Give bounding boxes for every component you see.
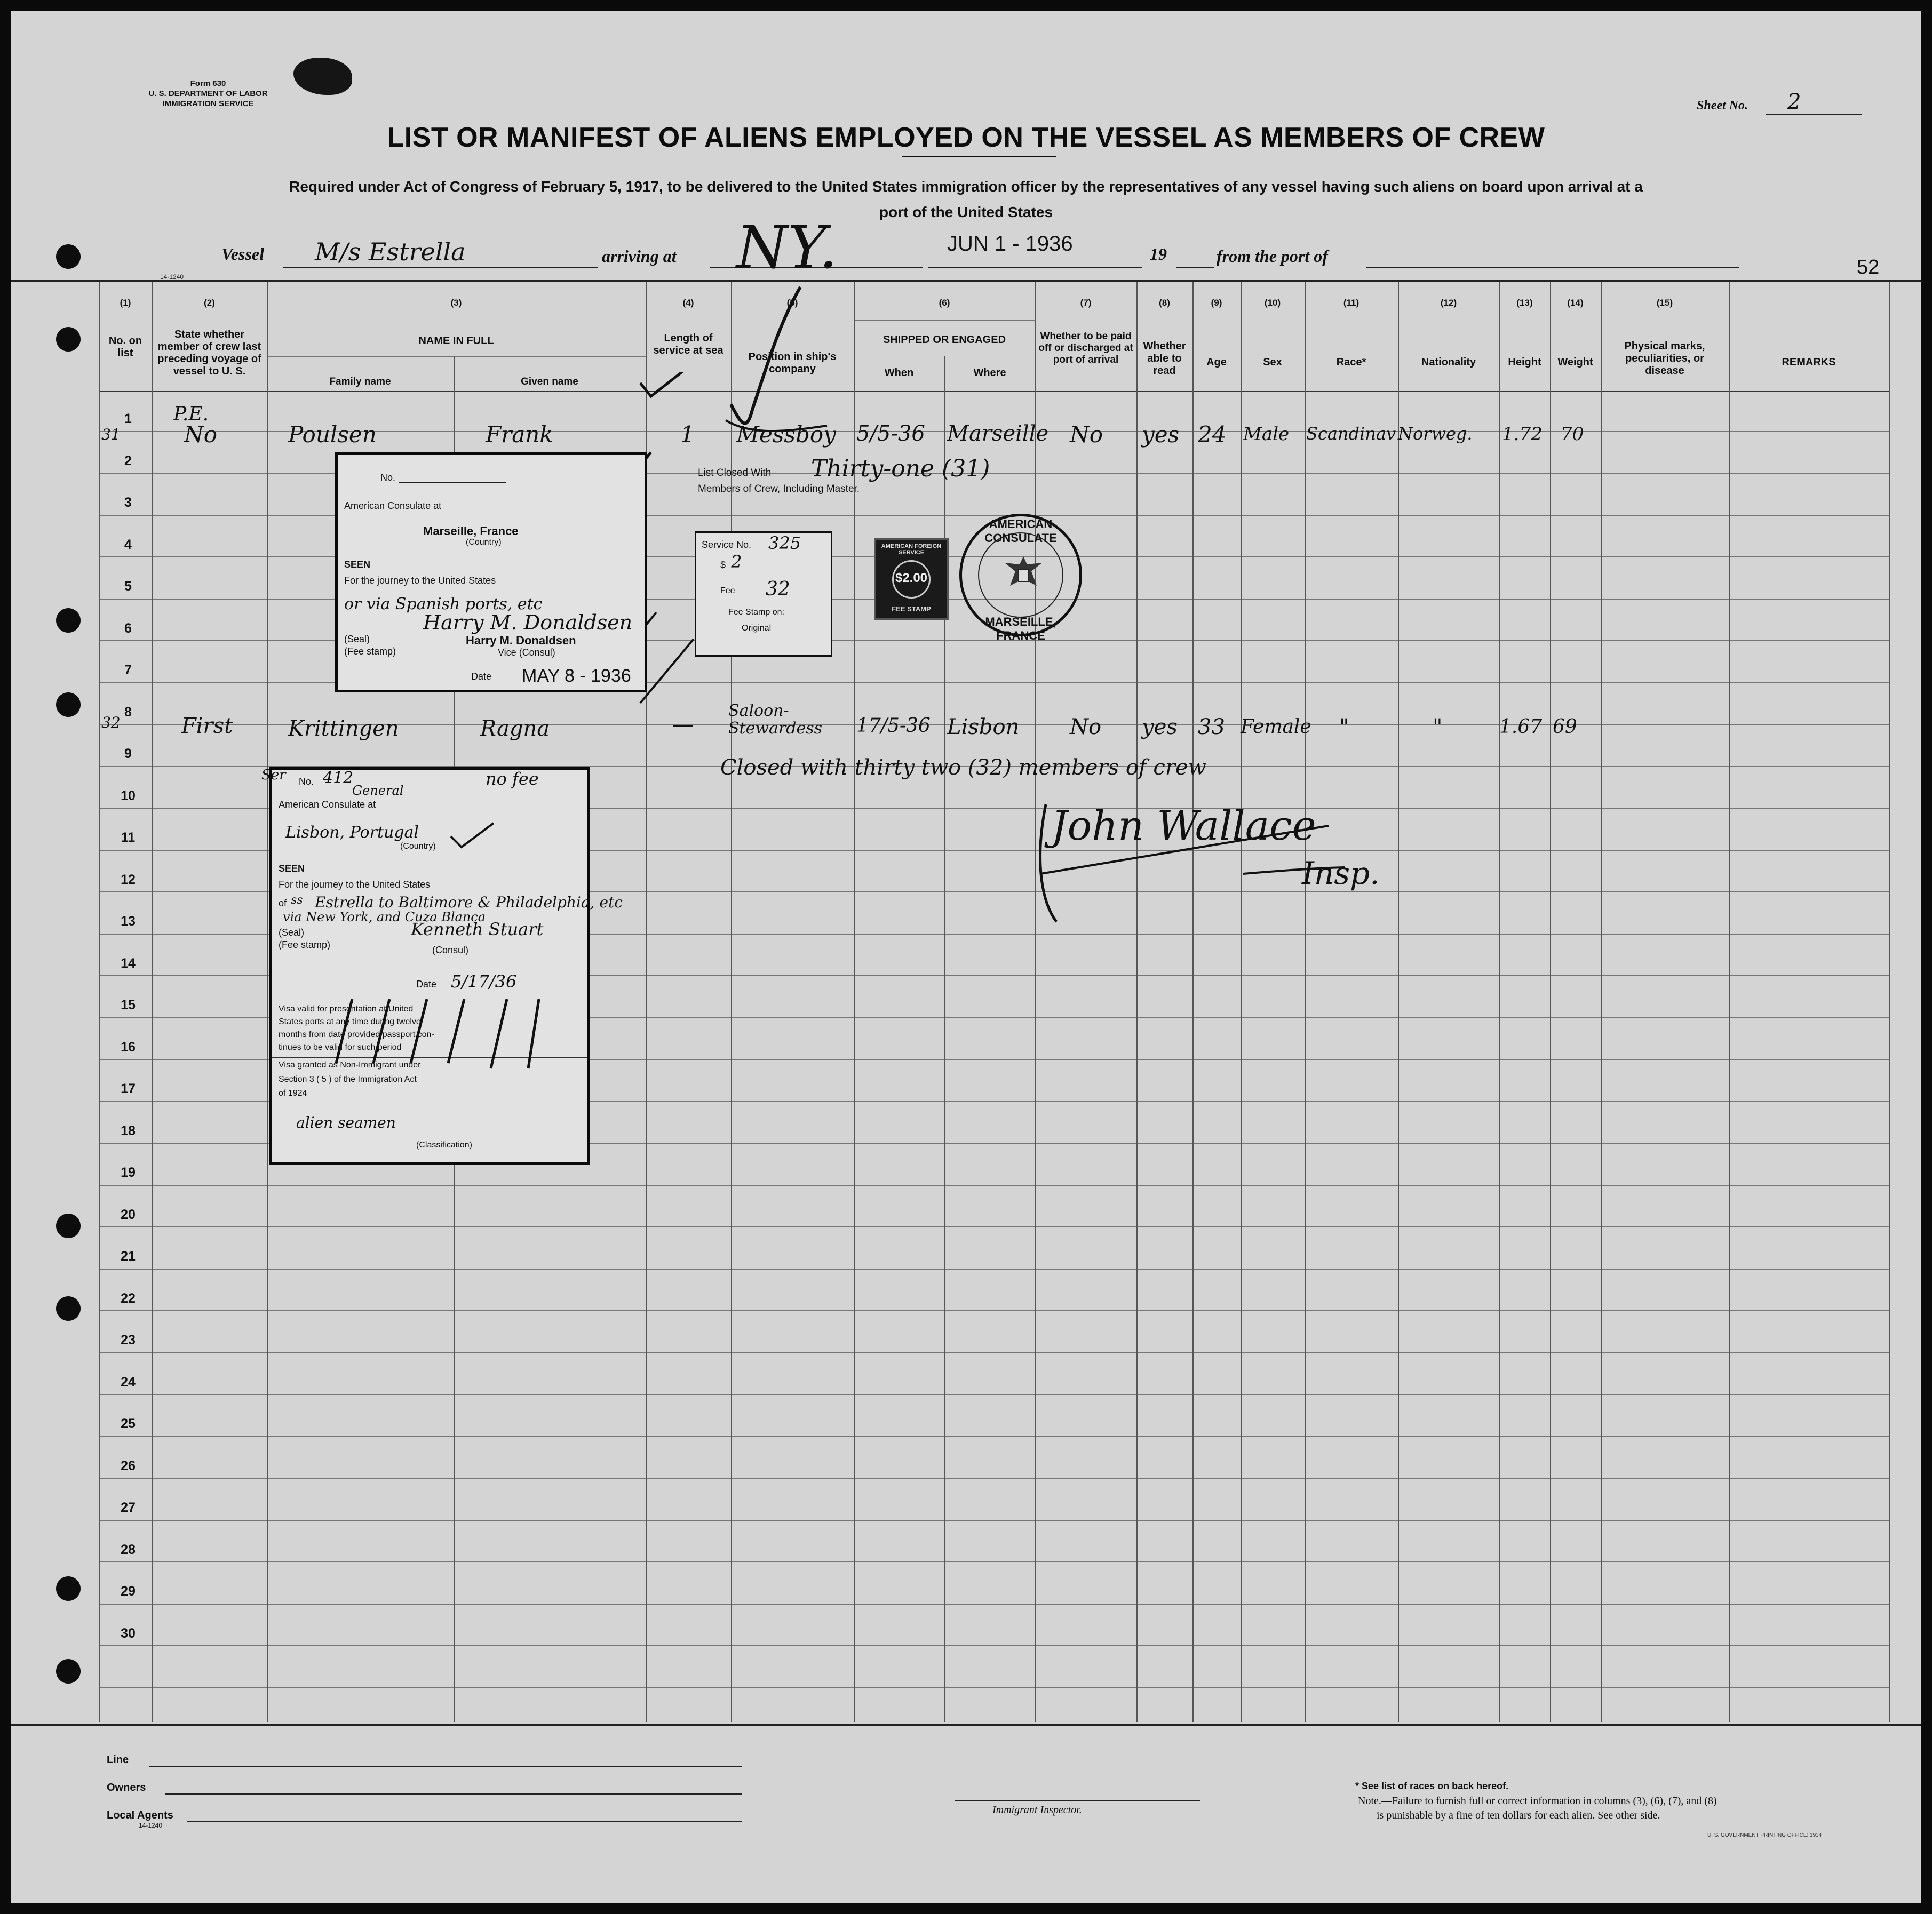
grid-row-line (99, 1645, 1889, 1646)
row-number: 6 (124, 620, 132, 636)
manifest-table (11, 280, 1921, 1726)
stamp2-no-label: No. (299, 776, 314, 787)
entry-age: 33 (1198, 715, 1225, 739)
stamp1-seen: SEEN (344, 559, 371, 570)
stamp2-route-1: Estrella to Baltimore & Philadelphia, etc (315, 894, 623, 911)
row-number: 27 (121, 1500, 136, 1515)
entry-prev-voyage: First (181, 714, 233, 738)
manifest-title: LIST OR MANIFEST OF ALIENS EMPLOYED ON THE VESSEL AS MEMBERS OF CREW (387, 122, 1545, 153)
entry-paid-off: No (1070, 421, 1103, 448)
stamp2-country-label: (Country) (400, 842, 436, 851)
grid-row-line (99, 1310, 1889, 1311)
row-number: 13 (121, 914, 136, 929)
members-of-crew-label: Members of Crew, Including Master. (698, 483, 860, 495)
revenue-stamp-top: AMERICAN FOREIGN SERVICE (881, 543, 942, 556)
row-number: 18 (121, 1123, 136, 1138)
col-header-service: Length of service at sea (653, 332, 723, 356)
grid-column-line (267, 282, 268, 1722)
entry-service: 1 (680, 421, 695, 448)
grid-row-line (99, 1394, 1889, 1395)
year-label: 19 (1150, 244, 1167, 264)
stamp2-route-2: via New York, and Cuza Blanca (283, 910, 486, 924)
grid-column-line (1601, 282, 1602, 1722)
grid-column-line (1398, 282, 1399, 1722)
grid-row-line (99, 1436, 1889, 1437)
service-label: IMMIGRATION SERVICE (162, 99, 254, 108)
grid-column-line (1550, 282, 1551, 1722)
seal-top-text: AMERICAN CONSULATE (984, 517, 1057, 545)
grid-row-line (99, 1352, 1889, 1353)
pe-mark: P.E. (173, 403, 209, 425)
stamp1-location: Marseille, France (423, 524, 519, 538)
consular-stamp-lisbon (261, 767, 623, 1165)
row-number: 17 (121, 1081, 136, 1096)
stamp2-of: of (279, 898, 287, 908)
entry-age: 24 (1198, 421, 1227, 448)
entry-weight: 70 (1561, 424, 1584, 445)
revenue-stamp-bottom: FEE STAMP (892, 605, 931, 613)
row-number: 11 (121, 830, 136, 845)
visa-cancel-strokes (325, 994, 550, 1074)
stamp2-visa-3: months from date provided passport con- (279, 1030, 434, 1039)
entry-nationality: " (1433, 715, 1443, 739)
col-header-sex: Sex (1263, 356, 1282, 368)
sheet-value: 2 (1787, 90, 1801, 114)
stamp2-visa-4: tinues to be valid for such period (279, 1043, 402, 1052)
entry-when: 17/5-36 (856, 715, 931, 737)
row-number: 9 (124, 746, 132, 761)
fee-dollar: $ (720, 560, 726, 570)
stamp2-date-label: Date (416, 979, 437, 990)
stamp2-date-value: 5/17/36 (451, 971, 517, 992)
stamp2-seal: (Seal) (279, 927, 305, 938)
stamp1-consul: Vice (Consul) (498, 647, 555, 658)
column-number: (12) (1440, 298, 1457, 308)
stamp2-ser: Ser (261, 767, 286, 783)
date-stamp: JUN 1 - 1936 (947, 232, 1073, 256)
col-header-physical-marks: Physical marks, peculiarities, or disease (1624, 340, 1705, 377)
entry-nationality: Norweg. (1398, 424, 1473, 444)
ink-blot (293, 58, 352, 95)
stamp1-via: or via Spanish ports, etc (344, 595, 543, 613)
stamp2-visa-7: of 1924 (279, 1089, 307, 1098)
stamp1-signature: Harry M. Donaldsen (423, 611, 633, 634)
ny-flourish (720, 282, 854, 436)
stamp2-consulate-label: American Consulate at (279, 799, 376, 810)
col-header-read: Whether able to read (1143, 340, 1186, 377)
col-header-shipped: SHIPPED OR ENGAGED (882, 334, 1006, 346)
consulate-seal (959, 514, 1082, 642)
grid-row-line (99, 1269, 1889, 1270)
row-number: 24 (121, 1374, 136, 1390)
row-number: 30 (121, 1625, 136, 1641)
entry-service: — (672, 713, 694, 737)
vessel-label: Vessel (221, 244, 264, 264)
signature-flourish (1030, 794, 1350, 932)
stamp2-classification-label: (Classification) (416, 1141, 472, 1150)
stamp2-consul: (Consul) (432, 945, 469, 955)
fee-stamp-on: Fee Stamp on: (728, 608, 784, 617)
stamp2-visa-1: Visa valid for presentation at United (279, 1004, 414, 1014)
grid-column-line (1241, 282, 1242, 1722)
stamp2-signer: Kenneth Stuart (411, 919, 544, 939)
stamp1-date-value: MAY 8 - 1936 (522, 666, 631, 686)
row-number: 3 (124, 495, 132, 510)
stamp2-general: General (352, 783, 404, 798)
footer-owners-label: Owners (107, 1782, 146, 1793)
entry-list-no: 31 (101, 426, 121, 443)
entry-race: Scandinav (1306, 424, 1396, 444)
seal-bottom-text: MARSEILLE, FRANCE (985, 615, 1056, 642)
col-header-race: Race* (1336, 356, 1366, 368)
punch-hole (56, 244, 81, 269)
col-header-weight: Weight (1557, 356, 1593, 368)
fee-value: 32 (766, 578, 790, 600)
stamp2-no-value: 412 (323, 769, 354, 787)
grid-row-line (99, 1185, 1889, 1186)
col-header-remarks: REMARKS (1782, 356, 1836, 368)
column-number: (9) (1211, 298, 1222, 308)
entry-sex: Female (1241, 716, 1311, 738)
stamp1-fee-stamp: (Fee stamp) (344, 646, 396, 657)
row-number: 20 (121, 1207, 136, 1222)
col-header-name: NAME IN FULL (418, 335, 494, 347)
col-header-no: No. on list (108, 335, 142, 359)
row-number: 4 (124, 537, 132, 552)
row-number: 7 (124, 663, 132, 677)
footer-line-label: Line (107, 1754, 129, 1766)
col-header-nationality: Nationality (1421, 356, 1476, 368)
row-number: 23 (121, 1333, 136, 1347)
grid-column-line (854, 282, 855, 1722)
stamp1-signer: Harry M. Donaldsen (466, 634, 576, 647)
entry-read: yes (1142, 421, 1180, 448)
subtitle-line-2: port of the United States (879, 204, 1053, 220)
entry-given-name: Frank (486, 421, 553, 448)
col-header-position: Position in ship's company (748, 351, 837, 375)
grid-column-line (1305, 282, 1306, 1722)
entry-read: yes (1142, 715, 1178, 739)
grid-row-line (267, 356, 646, 357)
col-header-where: Where (973, 367, 1006, 379)
footer-form-code: 14-1240 (139, 1822, 163, 1829)
grid-column-line (1499, 282, 1500, 1722)
immigrant-inspector-label: Immigrant Inspector. (992, 1804, 1082, 1816)
stamp2-fee-stamp: (Fee stamp) (279, 939, 331, 950)
column-number: (14) (1567, 298, 1584, 308)
sheet-label: Sheet No. (1697, 99, 1748, 113)
grid-column-line (731, 282, 732, 1722)
entry-position: Saloon-Stewardess (728, 701, 823, 738)
from-port-label: from the port of (1217, 246, 1328, 266)
entry-where: Lisbon (947, 715, 1020, 739)
column-number: (7) (1080, 298, 1092, 308)
grid-row-line (99, 1561, 1889, 1562)
page-number: 52 (1857, 256, 1880, 278)
fee-label: Fee (720, 586, 735, 595)
grid-column-line (1729, 282, 1730, 1722)
col-header-previous-voyage: State whether member of crew last preceding voyage of vessel to U. S. (157, 329, 261, 377)
revenue-stamp (874, 538, 949, 620)
stamp1-journey: For the journey to the United States (344, 575, 496, 586)
row-number: 10 (121, 788, 136, 803)
entry-when: 5/5-36 (856, 421, 925, 446)
closed-note: Closed with thirty two (32) members of crew (720, 755, 1206, 780)
grid-column-line (1136, 282, 1138, 1722)
col-header-height: Height (1508, 356, 1541, 368)
stamp1-date-label: Date (471, 671, 492, 682)
column-number: (11) (1343, 298, 1359, 308)
col-header-paid-off: Whether to be paid off or discharged at port of arrival (1038, 331, 1133, 365)
column-number: (5) (786, 298, 798, 308)
vessel-value: M/s Estrella (315, 237, 466, 266)
row-number: 29 (121, 1584, 136, 1599)
row-number: 12 (121, 872, 136, 887)
entry-list-no: 32 (101, 714, 121, 731)
stamp2-seen: SEEN (279, 863, 305, 874)
row-number: 26 (121, 1458, 136, 1473)
row-number: 16 (121, 1039, 136, 1055)
stamp2-location: Lisbon, Portugal (285, 823, 419, 842)
col-header-given: Given name (521, 376, 578, 387)
stamp1-no-label: No. (380, 472, 396, 483)
stamp1-country-label: (Country) (466, 538, 502, 547)
grid-column-line (1889, 282, 1890, 1722)
form-label: Form 630 (190, 79, 226, 88)
entry-height: 1.67 (1499, 716, 1543, 738)
col-header-age: Age (1206, 356, 1227, 368)
footer-note-1: Note.—Failure to furnish full or correct information in columns (3), (6), (7), and (8) (1358, 1795, 1717, 1807)
entry-position: Messboy (736, 421, 836, 448)
grid-row-line (99, 1478, 1889, 1479)
row-number: 21 (121, 1249, 136, 1264)
fee-dollar-value: 2 (731, 552, 742, 572)
grid-row-line (854, 320, 1035, 321)
inspector-signature: John Wallace (1051, 802, 1316, 849)
column-number: (8) (1159, 298, 1170, 308)
grid-row-line (99, 1520, 1889, 1521)
stamp1-seal: (Seal) (344, 634, 370, 644)
stamp2-journey: For the journey to the United States (279, 879, 431, 890)
grid-column-line (152, 282, 153, 1722)
list-closed-value: Thirty-one (31) (811, 455, 990, 482)
row-number: 19 (121, 1165, 136, 1180)
column-number: (10) (1264, 298, 1281, 308)
footer-note-2: is punishable by a fine of ten dollars for each alien. See other side. (1377, 1809, 1660, 1821)
row-number: 5 (124, 579, 132, 594)
fee-service-label: Service No. (702, 539, 752, 550)
row-number: 8 (124, 704, 132, 720)
grid-column-line (99, 282, 100, 1722)
form-code-top: 14-1240 (160, 273, 184, 281)
subtitle-line-1: Required under Act of Congress of February 5, 1917, to be delivered to the United States immigration officer by the representatives of any vessel having such aliens on board upon arrival at a (289, 178, 1643, 195)
column-number: (3) (450, 298, 462, 308)
row-number: 25 (121, 1416, 136, 1431)
arriving-value: NY. (736, 213, 838, 282)
sheet-underline (1766, 114, 1862, 115)
check-mark-icon (448, 820, 496, 852)
footer-note-races: * See list of races on back hereof. (1355, 1781, 1509, 1791)
eagle-icon (999, 551, 1047, 599)
stamp2-ss: ss (291, 894, 303, 907)
row-number: 15 (121, 998, 136, 1012)
inspector-title: Insp. (1302, 855, 1380, 891)
entry-family-name: Krittingen (288, 716, 399, 741)
footer-agents-label: Local Agents (107, 1809, 173, 1821)
col-header-family: Family name (329, 376, 391, 387)
column-number: (4) (682, 298, 694, 308)
column-number: (2) (204, 298, 215, 308)
entry-height: 1.72 (1502, 424, 1543, 445)
column-number: (6) (939, 298, 950, 308)
entry-prev-voyage: No (184, 421, 218, 448)
entry-family-name: Poulsen (288, 421, 377, 448)
col-header-when: When (884, 367, 914, 379)
entry-given-name: Ragna (480, 716, 550, 741)
row-number: 22 (121, 1290, 136, 1306)
revenue-stamp-value: $2.00 (895, 571, 928, 585)
row-number: 2 (124, 453, 132, 468)
row-number: 28 (121, 1542, 136, 1557)
grid-row-line (99, 1226, 1889, 1227)
fee-stamp-box (695, 531, 832, 657)
column-number: (15) (1656, 298, 1673, 308)
grid-column-line (1035, 282, 1036, 1722)
fee-service-value: 325 (768, 533, 801, 553)
row-number: 1 (124, 411, 132, 426)
column-number: (13) (1516, 298, 1533, 308)
entry-sex: Male (1243, 424, 1290, 445)
row-number: 14 (121, 955, 136, 971)
stamp2-visa-2: States ports at any time during twelve (279, 1017, 421, 1026)
stamp2-visa-6: Section 3 ( 5 ) of the Immigration Act (279, 1075, 417, 1084)
entry-race: " (1339, 715, 1349, 739)
grid-column-line (1192, 282, 1194, 1722)
entry-weight: 69 (1553, 716, 1577, 738)
grid-row-line (99, 1604, 1889, 1605)
stamp2-visa-5: Visa granted as Non-Immigrant under (279, 1060, 421, 1070)
entry-where: Marseille (947, 421, 1049, 446)
manifest-sheet (11, 11, 1921, 1903)
footer-printing: U. S. GOVERNMENT PRINTING OFFICE: 1934 (1707, 1832, 1822, 1838)
list-closed-label: List Closed With (698, 467, 772, 478)
stamp2-classification-value: alien seamen (296, 1114, 396, 1131)
arriving-label: arriving at (602, 246, 677, 266)
consular-stamp-marseille (335, 452, 647, 692)
fee-original: Original (742, 624, 772, 633)
department-label: U. S. DEPARTMENT OF LABOR (148, 89, 268, 98)
column-number: (1) (120, 298, 131, 308)
stamp2-no-fee: no fee (486, 769, 539, 789)
entry-paid-off: No (1070, 715, 1102, 739)
grid-row-line (99, 1687, 1889, 1688)
stamp1-consulate-label: American Consulate at (344, 500, 442, 511)
grid-row-line (99, 391, 1889, 392)
title-underline (902, 156, 1056, 157)
